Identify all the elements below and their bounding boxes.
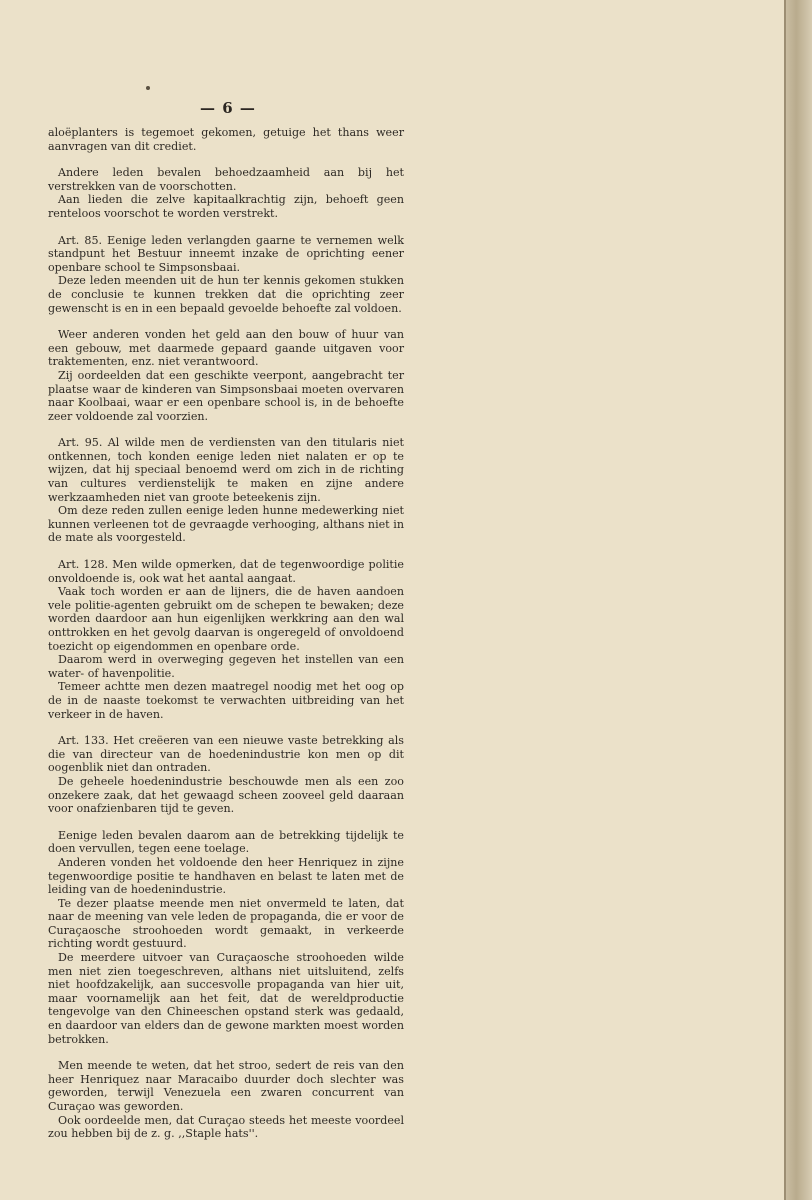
paragraph-art-85: Art. 85. Eenige leden verlangden gaarne te vernemen welk standpunt het Bestuur inneemt inzake de oprichting eener openbare school te Simpsonsbaai. [48, 233, 404, 274]
page-number: — 6 — [200, 99, 256, 117]
paragraph: Daarom werd in overweging gegeven het instellen van een water- of havenpolitie. [48, 653, 404, 680]
page-fold-line [784, 0, 786, 1200]
paragraph: Eenige leden bevalen daarom aan de betrekking tijdelijk te doen vervullen, tegen eene toelage. [48, 828, 404, 856]
paragraph: Om deze reden zullen eenige leden hunne medewerking niet kunnen verleenen tot de gevraagde verhooging, althans niet in de mate als voorgesteld. [48, 504, 404, 545]
paragraph: Vaak toch worden er aan de lijners, die de haven aandoen vele politie-agenten gebruikt om de schepen te bewaken; deze worden daardoor aan hun eigenlijken werkkring aan den wal onttrokken en het gevolg daarvan is ongeregeld of onvoldoend toezicht op eigendommen en openbare orde. [48, 585, 404, 653]
paragraph: Andere leden bevalen behoedzaamheid aan bij het verstrekken van de voorschotten. [48, 166, 404, 193]
paragraph: Te dezer plaatse meende men niet onvermeld te laten, dat naar de meening van vele leden de propaganda, die er voor de Curaçaosche stroohoeden wordt gemaakt, in verkeerde richting wordt gestuurd. [48, 896, 404, 951]
paragraph: Weer anderen vonden het geld aan den bouw of huur van een gebouw, met daarmede gepaard gaande uitgaven voor traktementen, enz. niet verantwoord. [48, 328, 404, 369]
paragraph-art-133: Art. 133. Het creëeren van een nieuwe vaste betrekking als die van directeur van de hoedenindustrie kon men op dit oogenblik niet dan ontraden. [48, 734, 404, 775]
paragraph-art-95: Art. 95. Al wilde men de verdiensten van den titularis niet ontkennen, toch konden eenige leden niet nalaten er op te wijzen, dat hij speciaal benoemd werd om zich in de richting van cultures verdienstelijk te maken en zijne andere werkzaamheden niet van groote beteekenis zijn. [48, 436, 404, 504]
paragraph: Men meende te weten, dat het stroo, sedert de reis van den heer Henriquez naar Maracaibo duurder doch slechter was geworden, terwijl Venezuela een zwaren concurrent van Curaçao was geworden. [48, 1059, 404, 1113]
paragraph: Temeer achtte men dezen maatregel noodig met het oog op de in de naaste toekomst te verwachten uitbreiding van het verkeer in de haven. [48, 680, 404, 721]
paragraph-continuation: aloëplanters is tegemoet gekomen, getuige het thans weer aanvragen van dit crediet. [48, 126, 404, 153]
ink-speck [146, 86, 150, 90]
paragraph: Ook oordeelde men, dat Curaçao steeds het meeste voordeel zou hebben bij de z. g. ,,Staple hats''. [48, 1113, 404, 1141]
paragraph: Deze leden meenden uit de hun ter kennis gekomen stukken de conclusie te kunnen trekken dat die oprichting zeer gewenscht is en in een bepaald gevoelde behoefte zal voldoen. [48, 274, 404, 315]
body-text [48, 126, 404, 1141]
paragraph: Aan lieden die zelve kapitaalkrachtig zijn, behoeft geen renteloos voorschot te worden verstrekt. [48, 193, 404, 220]
paragraph: De geheele hoedenindustrie beschouwde men als een zoo onzekere zaak, dat het gewaagd scheen zooveel geld daaraan voor onafzienbaren tijd te geven. [48, 774, 404, 816]
paragraph: Anderen vonden het voldoende den heer Henriquez in zijne tegenwoordige positie te handhaven en belast te laten met de leiding van de hoedenindustrie. [48, 855, 404, 897]
page-fold-shadow [786, 0, 812, 1200]
paragraph: Zij oordeelden dat een geschikte veerpont, aangebracht ter plaatse waar de kinderen van Simpsonsbaai moeten overvaren naar Koolbaai, waar er een openbare school is, in de behoefte zeer voldoende zal voorzien. [48, 368, 404, 423]
paragraph-art-128: Art. 128. Men wilde opmerken, dat de tegenwoordige politie onvoldoende is, ook wat het aantal aangaat. [48, 558, 404, 585]
paragraph: De meerdere uitvoer van Curaçaosche stroohoeden wilde men niet zien toegeschreven, althans niet uitsluitend, zelfs niet hoofdzakelijk, aan succesvolle propaganda van hier uit, maar voornamelijk aan het feit, dat de wereldproductie tengevolge van den Chineeschen opstand sterk was gedaald, en daardoor van elders dan de gewone markten moest worden betrokken. [48, 951, 404, 1046]
